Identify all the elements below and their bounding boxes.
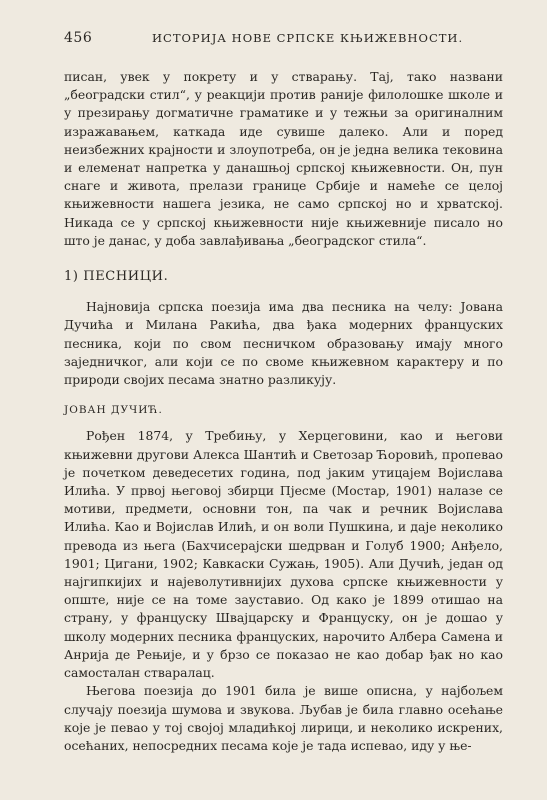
page-header	[64, 30, 503, 52]
paragraph: Његова поезија до 1901 била је више описна, у најбољем случају поезија шумова и звукова. Љубав је била главно осећање које је певао у тој својој младићкој лирици, и неколико искрених, осећаних, непосредних песама које је тада испевао, иду у ње-	[64, 683, 503, 753]
section-title: 1) ПЕСНИЦИ.	[64, 269, 169, 285]
running-head: ИСТОРИЈА НОВЕ СРПСКЕ КЊИЖЕВНОСТИ.	[152, 31, 464, 45]
subsection-title: ЈОВАН ДУЧИЋ.	[64, 404, 163, 417]
body-text	[64, 68, 503, 755]
page-number: 456	[64, 30, 93, 46]
paragraph: писан, увек у покрету и у стварању. Тај, тако названи „београдски стил“, у реакцији против раније филолошке школе и у презирању догматичне граматике и у тежњи за оригиналним изражавањем, каткада иде сувише далеко. Али и поред неизбежних крајности и злоупотреба, он је једна велика тековина и елеменат напретка у данашњој српској књижевности. Он, пун снаге и живота, прелази границе Србије и намеће се целој књижевности нашега језика, не само српској но и хрватској. Никада се у српској књижевности није књижевније писало но што је данас, у доба завлађивања „београдског стила“.	[64, 69, 503, 248]
paragraph: Рођен 1874, у Требињу, у Херцеговини, као и његови књижевни другови Алекса Шантић и Светозар Ћоровић, пропевао је почетком деведесетих година, под јаким утицајем Војислава Илића. У првој његовој збирци Пјесме (Мостар, 1901) налазе се мотиви, предмети, основни тон, па чак и речник Војислава Илића. Као и Војислав Илић, и он воли Пушкина, и даје неколико превода из њега (Бахчисерајски шедрван и Голуб 1900; Анђело, 1901; Цигани, 1902; Кавкаски Сужањ, 1905). Али Дучић, један од најгипкијих и најеволутивнијих духова српске књижевности у опште, није се на томе зауставио. Од како је 1899 отишао на страну, у француску Швајцарску и Француску, он је дошао у школу модерних песника француских, нарочито Албера Самена и Анрија де Рењије, и у брзо се показао не као добар ђак но као самосталан стваралац.	[64, 428, 503, 681]
paragraph: Најновија српска поезија има два песника на челу: Јована Дучића и Милана Ракића, два ђака модерних француских песника, који по свом песничком образовању имају много заједничког, али који се по своме књижевном карактеру и по природи својих песама знатно разликују.	[64, 299, 503, 388]
